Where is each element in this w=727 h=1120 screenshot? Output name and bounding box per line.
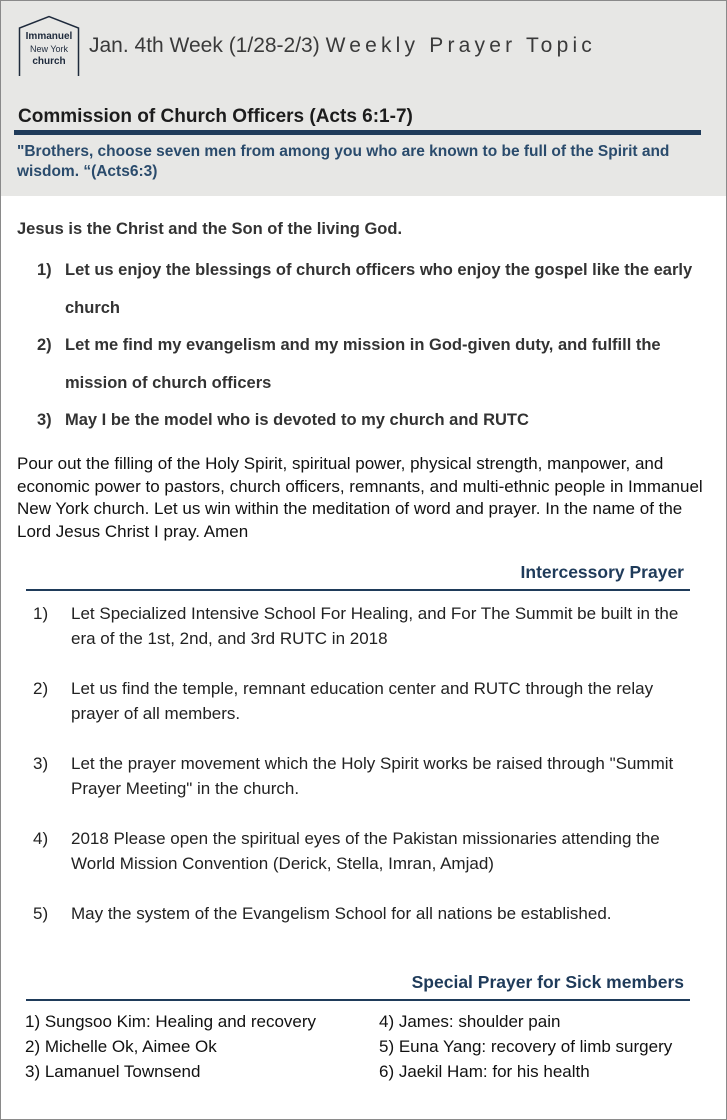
sick-member: 4) James: shoulder pain [379, 1012, 561, 1031]
intercessory-text: May the system of the Evangelism School for all nations be established. [71, 904, 612, 923]
sick-member: 1) Sungsoo Kim: Healing and recovery [25, 1012, 317, 1031]
sick-member: 5) Euna Yang: recovery of limb surgery [379, 1037, 673, 1056]
church-logo [18, 15, 80, 77]
sick-members-divider [26, 999, 690, 1001]
prayer-text: May I be the model who is devoted to my church and RUTC [65, 411, 529, 429]
prayer-text: Let us enjoy the blessings of church officers who enjoy the gospel like the early church [65, 261, 693, 317]
prayer-item [17, 402, 707, 440]
sick-members-title: Special Prayer for Sick members [411, 972, 684, 992]
prayer-number: 2) [37, 336, 52, 354]
prayer-item [17, 252, 707, 327]
intercessory-number: 4) [33, 829, 49, 848]
intercessory-text: Let the prayer movement which the Holy Spirit works be raised through "Summit Prayer Meeting" in the church. [71, 754, 674, 798]
sick-member: 3) Lamanuel Townsend [25, 1062, 201, 1081]
intercessory-item [33, 751, 703, 801]
intercessory-text: 2018 Please open the spiritual eyes of the Pakistan missionaries attending the World Mission Convention (Derick, Stella, Imran, Amjad) [71, 829, 660, 873]
intercessory-number: 5) [33, 904, 49, 923]
weekly-prayer-topic-label: Weekly Prayer Topic [325, 34, 597, 57]
week-dates: Jan. 4th Week (1/28-2/3) [89, 34, 320, 57]
prayer-item [17, 327, 707, 402]
prayer-list [17, 252, 707, 440]
sick-list-left [25, 1009, 316, 1084]
intercessory-number: 3) [33, 754, 49, 773]
topic-divider [14, 130, 701, 135]
logo-line-3: church [32, 56, 66, 67]
intercessory-item [33, 601, 703, 651]
prayer-text: Let me find my evangelism and my mission in God-given duty, and fulfill the mission of church officers [65, 336, 661, 392]
sick-list-right [379, 1009, 672, 1084]
logo-line-1: Immanuel [25, 31, 73, 42]
scripture-verse: "Brothers, choose seven men from among you who are known to be full of the Spirit and wisdom. “(Acts6:3) [17, 143, 670, 180]
intro-line: Jesus is the Christ and the Son of the living God. [17, 220, 403, 238]
intercessory-item [33, 826, 703, 876]
intercessory-number: 2) [33, 679, 49, 698]
intercessory-item [33, 676, 703, 726]
intercessory-text: Let us find the temple, remnant education center and RUTC through the relay prayer of all members. [71, 679, 654, 723]
week-title [89, 34, 596, 58]
topic-title: Commission of Church Officers (Acts 6:1-7) [18, 106, 413, 127]
intercessory-title: Intercessory Prayer [520, 562, 684, 582]
logo-line-2: New York [29, 44, 69, 54]
prayer-number: 3) [37, 411, 52, 429]
prayer-number: 1) [37, 261, 52, 279]
intercessory-number: 1) [33, 604, 49, 623]
header-band [1, 1, 726, 196]
closing-prayer: Pour out the filling of the Holy Spirit, spiritual power, physical strength, manpower, and economic power to pastors, church officers, remnants, and multi-ethnic people in Immanuel New York church. Let us win within the meditation of word and prayer. In the name of the Lord Jesus Christ I pray. Amen [17, 454, 703, 541]
intercessory-divider [26, 589, 690, 591]
sick-member: 2) Michelle Ok, Aimee Ok [25, 1037, 217, 1056]
intercessory-text: Let Specialized Intensive School For Healing, and For The Summit be built in the era of the 1st, 2nd, and 3rd RUTC in 2018 [71, 604, 679, 648]
sick-member: 6) Jaekil Ham: for his health [379, 1062, 590, 1081]
intercessory-list [33, 601, 703, 951]
intercessory-item [33, 901, 703, 926]
